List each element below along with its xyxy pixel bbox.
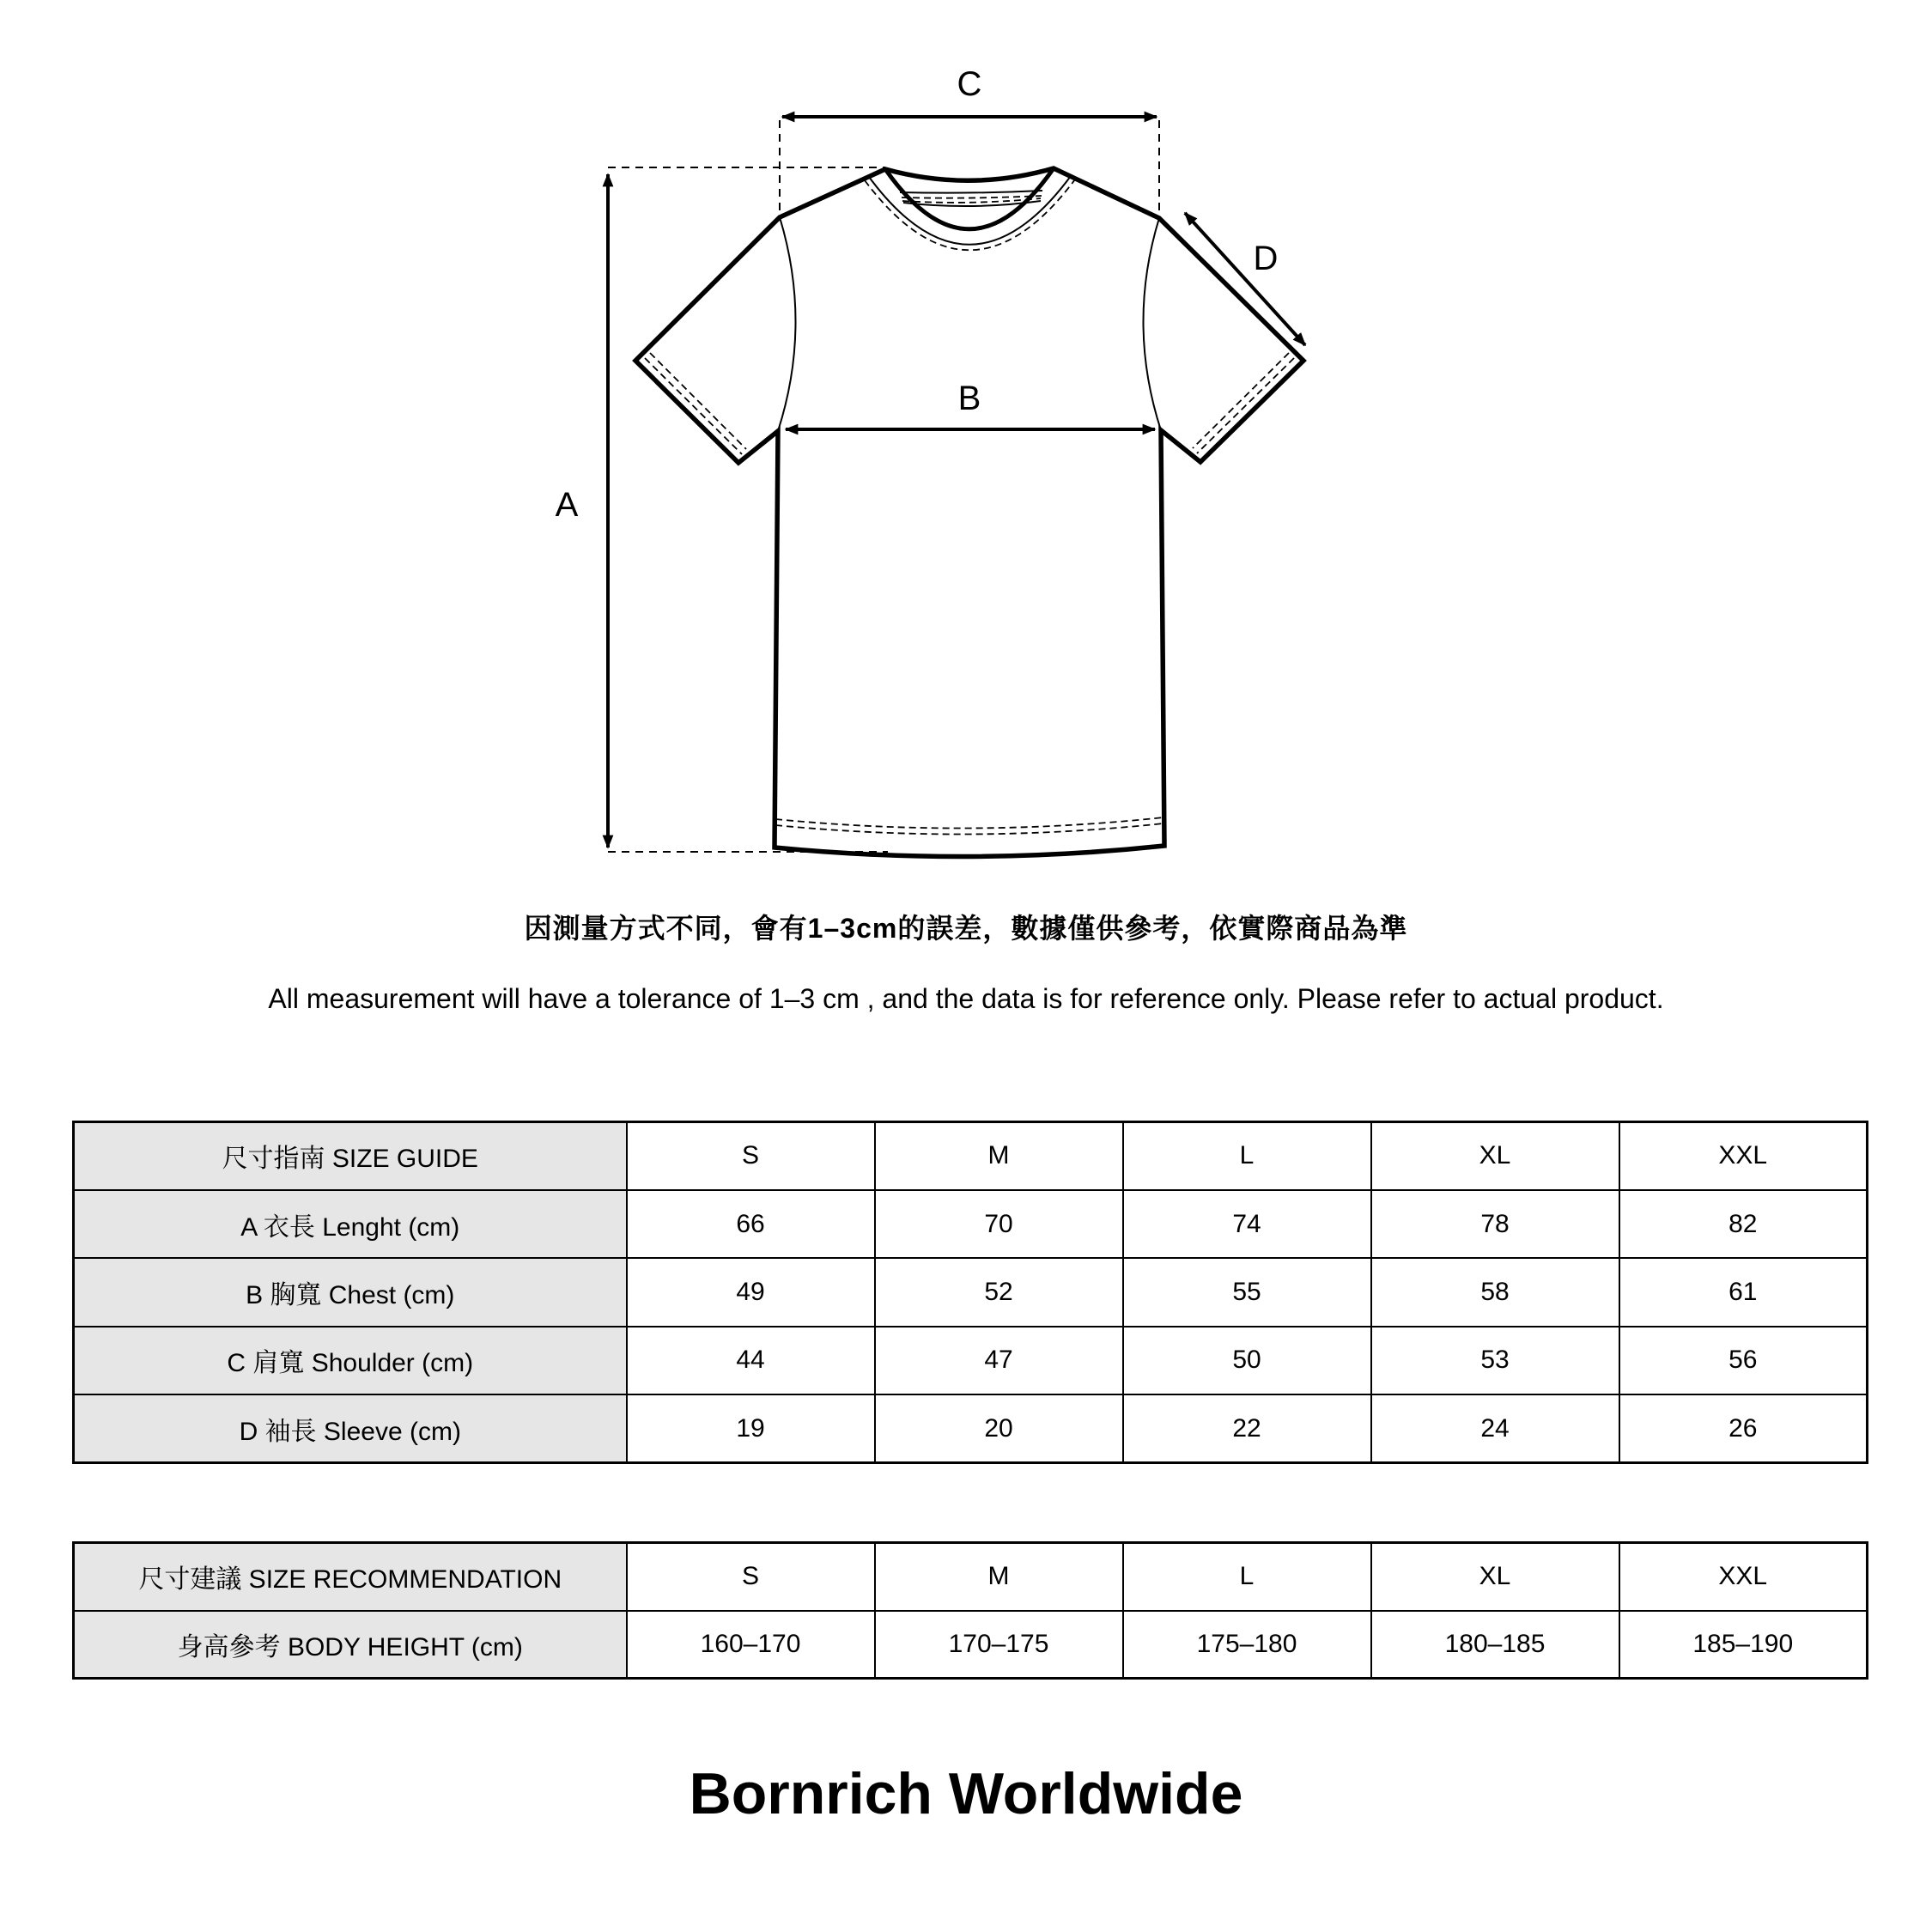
table-cell: 19 xyxy=(627,1394,875,1462)
tshirt-outline xyxy=(635,168,1303,857)
row-label: B 胸寬 Chest (cm) xyxy=(74,1258,627,1326)
table-row-length xyxy=(74,1190,1868,1258)
table-cell: 170–175 xyxy=(875,1611,1123,1679)
table-cell: 50 xyxy=(1123,1327,1371,1394)
table-cell: 26 xyxy=(1619,1394,1868,1462)
table-cell: 22 xyxy=(1123,1394,1371,1462)
size-column-header: XL xyxy=(1371,1122,1619,1190)
tolerance-note-en: All measurement will have a tolerance of 1–3 cm , and the data is for reference only. Please refer to actual product. xyxy=(268,983,1664,1014)
brand-name: Bornrich Worldwide xyxy=(689,1761,1243,1826)
label-length: A xyxy=(555,486,579,524)
size-column-header: XXL xyxy=(1619,1543,1868,1611)
size-column-header: L xyxy=(1123,1122,1371,1190)
table-cell: 175–180 xyxy=(1123,1611,1371,1679)
tshirt-body xyxy=(635,168,1303,857)
size-column-header: L xyxy=(1123,1543,1371,1611)
row-label: C 肩寬 Shoulder (cm) xyxy=(74,1327,627,1394)
size-guide-table xyxy=(72,1121,1868,1464)
table-row xyxy=(74,1543,1868,1611)
row-label: D 袖長 Sleeve (cm) xyxy=(74,1394,627,1462)
table-cell: 180–185 xyxy=(1371,1611,1619,1679)
table-row-chest xyxy=(74,1258,1868,1326)
size-recommendation-title-cell: 尺寸建議 SIZE RECOMMENDATION xyxy=(74,1543,627,1611)
size-recommendation-table xyxy=(72,1541,1868,1680)
table-cell: 58 xyxy=(1371,1258,1619,1326)
size-guide-title-cell: 尺寸指南 SIZE GUIDE xyxy=(74,1122,627,1190)
table-cell: 53 xyxy=(1371,1327,1619,1394)
size-column-header: M xyxy=(875,1543,1123,1611)
size-column-header: S xyxy=(627,1122,875,1190)
table-cell: 44 xyxy=(627,1327,875,1394)
tolerance-note-zh: 因測量方式不同，會有1–3cm的誤差，數據僅供參考，依實際商品為準 xyxy=(524,913,1408,944)
table-cell: 24 xyxy=(1371,1394,1619,1462)
table-cell: 47 xyxy=(875,1327,1123,1394)
table-cell: 49 xyxy=(627,1258,875,1326)
size-column-header: M xyxy=(875,1122,1123,1190)
table-cell: 56 xyxy=(1619,1327,1868,1394)
tshirt-measurement-diagram xyxy=(0,0,1932,945)
table-cell: 70 xyxy=(875,1190,1123,1258)
size-column-header: XL xyxy=(1371,1543,1619,1611)
table-cell: 55 xyxy=(1123,1258,1371,1326)
row-label: A 衣長 Lenght (cm) xyxy=(74,1190,627,1258)
size-column-header: S xyxy=(627,1543,875,1611)
table-cell: 74 xyxy=(1123,1190,1371,1258)
table-cell: 185–190 xyxy=(1619,1611,1868,1679)
size-column-header: XXL xyxy=(1619,1122,1868,1190)
table-row-body-height xyxy=(74,1611,1868,1679)
table-cell: 61 xyxy=(1619,1258,1868,1326)
table-row xyxy=(74,1122,1868,1190)
table-cell: 82 xyxy=(1619,1190,1868,1258)
table-cell: 78 xyxy=(1371,1190,1619,1258)
label-sleeve: D xyxy=(1253,240,1279,277)
label-chest: B xyxy=(957,380,981,417)
label-shoulder: C xyxy=(957,65,982,103)
table-row-sleeve xyxy=(74,1394,1868,1462)
table-cell: 52 xyxy=(875,1258,1123,1326)
table-cell: 160–170 xyxy=(627,1611,875,1679)
table-cell: 20 xyxy=(875,1394,1123,1462)
table-row-shoulder xyxy=(74,1327,1868,1394)
table-cell: 66 xyxy=(627,1190,875,1258)
row-label: 身高參考 BODY HEIGHT (cm) xyxy=(74,1611,627,1679)
